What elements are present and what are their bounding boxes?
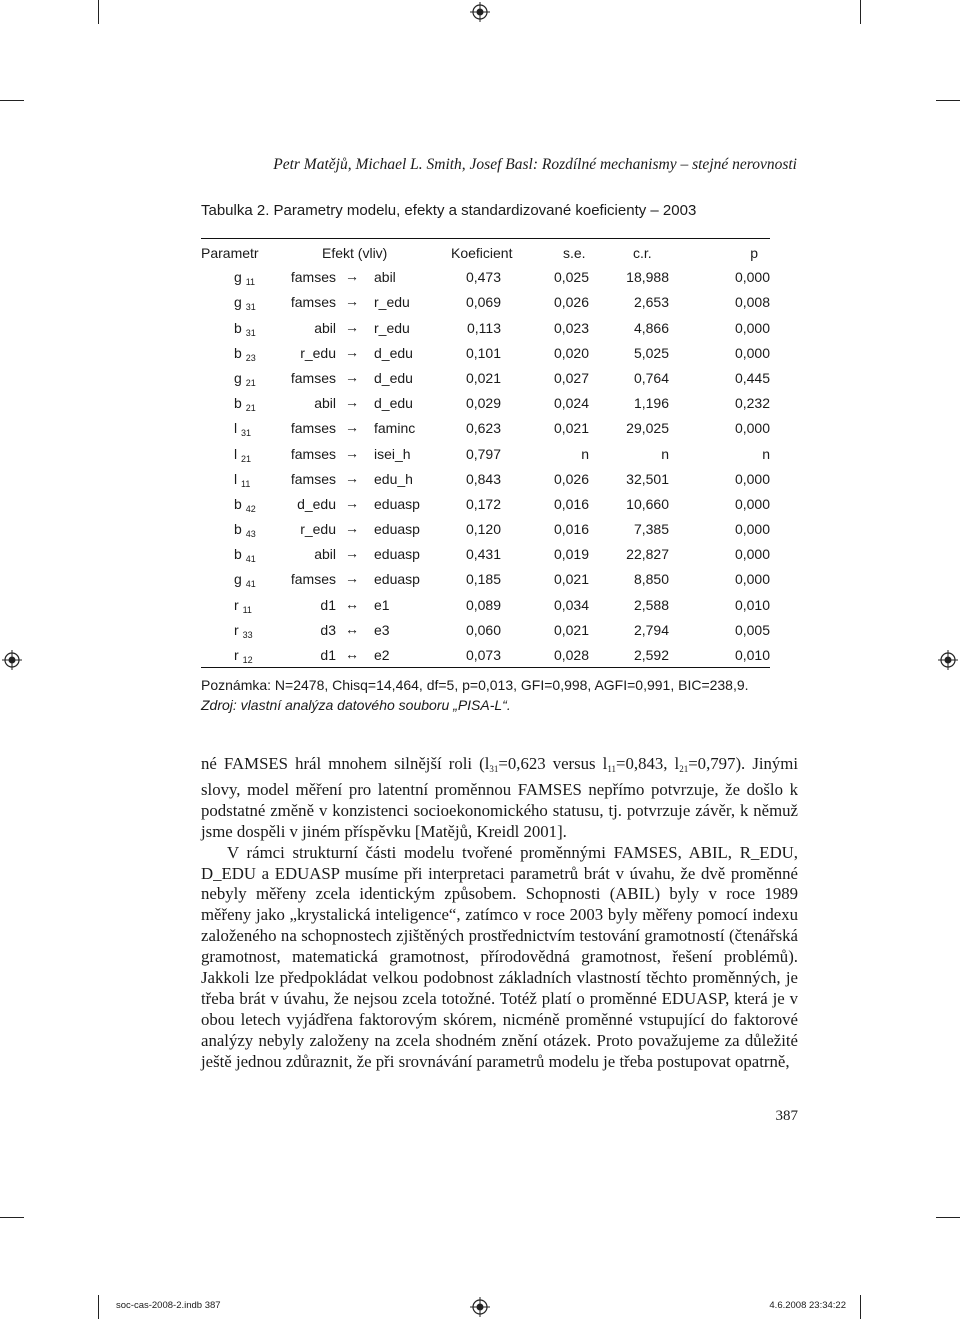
- p-cell: 0,232: [734, 395, 770, 412]
- se-cell: 0,025: [553, 269, 589, 286]
- coef-cell: 0,021: [465, 369, 501, 386]
- se-cell: 0,021: [553, 420, 589, 437]
- table-row: [201, 466, 770, 491]
- cr-cell: 8,850: [633, 571, 669, 588]
- param-cell: r $_{11}$: [234, 596, 252, 615]
- se-cell: 0,023: [553, 319, 589, 336]
- right-arrow-icon: →: [345, 293, 359, 310]
- right-arrow-icon: →: [345, 570, 359, 587]
- param-cell: b $_{43}$: [234, 521, 256, 540]
- coef-cell: 0,113: [467, 319, 501, 336]
- cr-cell: 4,866: [633, 319, 669, 336]
- se-cell: 0,028: [553, 647, 589, 663]
- paragraph: V rámci strukturní části modelu tvořené proměnnými FAMSES, ABIL, R_EDU, D_EDU a EDUASP musíme při interpretaci parametrů brát v úvahu, že dvě proměnné nebyly měřeny zcela identickým způsobem. Schopnosti (ABIL) byly v roce 1989 měřeny jako „krystalická inteligence“, zatímco v roce 2003 byly měřeny pomocí indexu založeného na schopnostech zjištěných prostřednictvím testování gramotností (čtenářská gramotnost, matematická gramotnost, přírodovědná gramotnost, řešení problémů). Jakkoli lze předpokládat velkou podobnost základních vlastností těchto proměnných, je třeba brát v úvahu, že nejsou zcela totožné. Totéž platí o proměnné EDUASP, která je v obou letech vyjádřena faktorovým skórem, nicméně proměnné vstupující do faktorové analýzy nebyly založeny na zcela shodném znění otázek. Proto považujeme za důležité ještě jednou zdůraznit, že při srovnávání parametrů modelu je třeba postupovat opatrně,: [201, 842, 798, 1071]
- double-arrow-icon: ↔: [345, 646, 359, 662]
- effect-to-cell: e3: [374, 621, 390, 638]
- cr-cell: 7,385: [633, 521, 669, 538]
- table-row: [201, 441, 770, 466]
- effect-from-cell: famses: [290, 369, 336, 386]
- table-row: [201, 491, 770, 516]
- param-cell: b $_{23}$: [234, 344, 256, 363]
- se-cell: 0,021: [553, 621, 589, 638]
- se-cell: 0,026: [553, 470, 589, 487]
- crop-mark: [0, 1217, 24, 1218]
- cr-cell: 5,025: [633, 344, 669, 361]
- page-number: 387: [775, 1108, 798, 1124]
- effect-to-cell: eduasp: [374, 546, 420, 563]
- coef-cell: 0,101: [465, 344, 501, 361]
- effect-to-cell: d_edu: [374, 369, 413, 386]
- effect-to-cell: r_edu: [374, 294, 410, 311]
- coef-cell: 0,120: [465, 521, 501, 538]
- table-header-row: [201, 239, 770, 264]
- crop-mark: [936, 100, 960, 101]
- crop-mark: [936, 1217, 960, 1218]
- coef-cell: 0,431: [465, 546, 501, 563]
- column-header-p: p: [750, 245, 758, 261]
- effect-from-cell: r_edu: [300, 344, 336, 361]
- p-cell: 0,000: [734, 571, 770, 588]
- cr-cell: 29,025: [626, 420, 669, 437]
- effect-to-cell: r_edu: [374, 319, 410, 336]
- effect-from-cell: famses: [290, 470, 336, 487]
- column-header-effect: Efekt (vliv): [322, 245, 388, 261]
- cr-cell: 18,988: [626, 269, 669, 286]
- p-cell: 0,000: [734, 546, 770, 563]
- table-row: [201, 592, 770, 617]
- effect-to-cell: d_edu: [374, 395, 413, 412]
- coef-cell: 0,073: [465, 647, 501, 663]
- right-arrow-icon: →: [345, 469, 359, 486]
- se-cell: 0,019: [553, 546, 589, 563]
- effect-from-cell: d_edu: [297, 495, 336, 512]
- table-row: [201, 617, 770, 642]
- param-cell: b $_{42}$: [234, 495, 256, 514]
- param-cell: l $_{31}$: [234, 420, 252, 439]
- crop-mark: [98, 1295, 99, 1319]
- crop-mark: [0, 100, 24, 101]
- right-arrow-icon: →: [345, 419, 359, 436]
- table-row: [201, 365, 770, 390]
- se-cell: n: [581, 445, 589, 462]
- cr-cell: 22,827: [626, 546, 669, 563]
- right-arrow-icon: →: [345, 520, 359, 537]
- table-row: [201, 289, 770, 314]
- effect-to-cell: d_edu: [374, 344, 413, 361]
- effect-from-cell: abil: [314, 395, 336, 412]
- table-row: [201, 390, 770, 415]
- effect-from-cell: d1: [320, 596, 336, 613]
- column-header-cr: c.r.: [633, 245, 652, 261]
- p-cell: 0,445: [734, 369, 770, 386]
- table-source: Zdroj: vlastní analýza datového souboru „PISA-L“.: [201, 697, 511, 713]
- cr-cell: 1,196: [633, 395, 669, 412]
- param-cell: r $_{33}$: [234, 621, 253, 640]
- cr-cell: 10,660: [626, 495, 669, 512]
- effect-from-cell: famses: [290, 420, 336, 437]
- effect-from-cell: r_edu: [300, 521, 336, 538]
- coef-cell: 0,623: [465, 420, 501, 437]
- effect-to-cell: eduasp: [374, 571, 420, 588]
- param-cell: b $_{31}$: [234, 319, 256, 338]
- p-cell: n: [762, 445, 770, 462]
- coef-cell: 0,069: [465, 294, 501, 311]
- se-cell: 0,027: [553, 369, 589, 386]
- se-cell: 0,034: [553, 596, 589, 613]
- body-text: [201, 754, 798, 1073]
- coef-cell: 0,089: [465, 596, 501, 613]
- table-row: [201, 516, 770, 541]
- table-row: [201, 566, 770, 591]
- cr-cell: 0,764: [633, 369, 669, 386]
- param-cell: g $_{21}$: [234, 369, 256, 388]
- coef-cell: 0,843: [465, 470, 501, 487]
- table-note: Poznámka: N=2478, Chisq=14,464, df=5, p=0,013, GFI=0,998, AGFI=0,991, BIC=238,9.: [201, 677, 749, 693]
- right-arrow-icon: →: [345, 494, 359, 511]
- coef-cell: 0,029: [465, 395, 501, 412]
- se-cell: 0,016: [553, 495, 589, 512]
- table-row: [201, 642, 770, 667]
- table-row: [201, 541, 770, 566]
- crop-mark: [860, 0, 861, 24]
- right-arrow-icon: →: [345, 394, 359, 411]
- cr-cell: 2,653: [633, 294, 669, 311]
- registration-mark-icon: [938, 650, 958, 670]
- right-arrow-icon: →: [345, 545, 359, 562]
- effect-from-cell: d1: [320, 647, 336, 663]
- param-cell: g $_{31}$: [234, 294, 256, 313]
- se-cell: 0,020: [553, 344, 589, 361]
- double-arrow-icon: ↔: [345, 595, 359, 612]
- coef-cell: 0,060: [465, 621, 501, 638]
- p-cell: 0,000: [734, 319, 770, 336]
- right-arrow-icon: →: [345, 444, 359, 461]
- param-cell: g $_{11}$: [234, 269, 256, 288]
- table-body: [201, 264, 770, 667]
- effect-to-cell: e2: [374, 647, 390, 663]
- p-cell: 0,000: [734, 269, 770, 286]
- effect-from-cell: abil: [314, 319, 336, 336]
- running-header: Petr Matějů, Michael L. Smith, Josef Basl: Rozdílné mechanismy – stejné nerovnosti: [273, 156, 797, 173]
- right-arrow-icon: →: [345, 268, 359, 285]
- p-cell: 0,000: [734, 495, 770, 512]
- p-cell: 0,010: [734, 647, 770, 663]
- cr-cell: 2,588: [633, 596, 669, 613]
- param-cell: b $_{21}$: [234, 395, 256, 414]
- double-arrow-icon: ↔: [345, 620, 359, 637]
- param-cell: l $_{21}$: [234, 445, 252, 464]
- p-cell: 0,008: [734, 294, 770, 311]
- effect-from-cell: famses: [290, 294, 336, 311]
- se-cell: 0,021: [553, 571, 589, 588]
- coef-cell: 0,185: [465, 571, 501, 588]
- effect-to-cell: eduasp: [374, 495, 420, 512]
- effect-to-cell: isei_h: [374, 445, 411, 462]
- footer-timestamp: 4.6.2008 23:34:22: [769, 1300, 846, 1311]
- effect-to-cell: e1: [374, 596, 390, 613]
- column-header-se: s.e.: [563, 245, 586, 261]
- column-header-coef: Koeficient: [451, 245, 513, 261]
- effect-to-cell: faminc: [374, 420, 416, 437]
- right-arrow-icon: →: [345, 318, 359, 335]
- registration-mark-icon: [470, 2, 490, 22]
- right-arrow-icon: →: [345, 343, 359, 360]
- effect-to-cell: edu_h: [374, 470, 413, 487]
- coef-cell: 0,797: [465, 445, 501, 462]
- cr-cell: n: [661, 445, 669, 462]
- se-cell: 0,016: [553, 521, 589, 538]
- table-row: [201, 315, 770, 340]
- paragraph: né FAMSES hrál mnohem silnější roli ($l_{31}=0,623$ versus $l_{11}=0,843$, $l_{21}=0,797$). Jinými slovy, model měření pro latentní proměnnou FAMSES nepřímo potvrzuje, že došlo k podstatné změně v konzistenci socioekonomického statusu, tj. potvrzuje závěr, k němuž jsme dospěli v jiném příspěvku [Matějů, Kreidl 2001].: [201, 754, 799, 841]
- footer-filename: soc-cas-2008-2.indb 387: [116, 1300, 221, 1311]
- param-cell: r $_{12}$: [234, 647, 253, 665]
- table-row: [201, 340, 770, 365]
- p-cell: 0,000: [734, 420, 770, 437]
- registration-mark-icon: [470, 1297, 490, 1317]
- effect-to-cell: abil: [374, 269, 396, 286]
- cr-cell: 32,501: [626, 470, 669, 487]
- cr-cell: 2,592: [633, 647, 669, 663]
- p-cell: 0,005: [734, 621, 770, 638]
- coef-cell: 0,473: [465, 269, 501, 286]
- table-title: Tabulka 2. Parametry modelu, efekty a standardizované koeficienty – 2003: [201, 202, 697, 219]
- crop-mark: [98, 0, 99, 24]
- p-cell: 0,000: [734, 344, 770, 361]
- effect-to-cell: eduasp: [374, 521, 420, 538]
- coef-cell: 0,172: [465, 495, 501, 512]
- table-row: [201, 415, 770, 440]
- crop-mark: [860, 1295, 861, 1319]
- effect-from-cell: abil: [314, 546, 336, 563]
- registration-mark-icon: [2, 650, 22, 670]
- se-cell: 0,026: [553, 294, 589, 311]
- effect-from-cell: d3: [320, 621, 336, 638]
- cr-cell: 2,794: [633, 621, 669, 638]
- right-arrow-icon: →: [345, 368, 359, 385]
- effect-from-cell: famses: [290, 571, 336, 588]
- p-cell: 0,000: [734, 521, 770, 538]
- parameter-table: [201, 238, 770, 668]
- param-cell: l $_{11}$: [234, 470, 251, 489]
- param-cell: b $_{41}$: [234, 546, 256, 565]
- p-cell: 0,010: [734, 596, 770, 613]
- column-header-param: Parametr: [201, 245, 259, 261]
- param-cell: g $_{41}$: [234, 571, 256, 590]
- effect-from-cell: famses: [290, 269, 336, 286]
- table-bottom-rule: [201, 667, 770, 668]
- effect-from-cell: famses: [290, 445, 336, 462]
- se-cell: 0,024: [553, 395, 589, 412]
- p-cell: 0,000: [734, 470, 770, 487]
- table-row: [201, 264, 770, 289]
